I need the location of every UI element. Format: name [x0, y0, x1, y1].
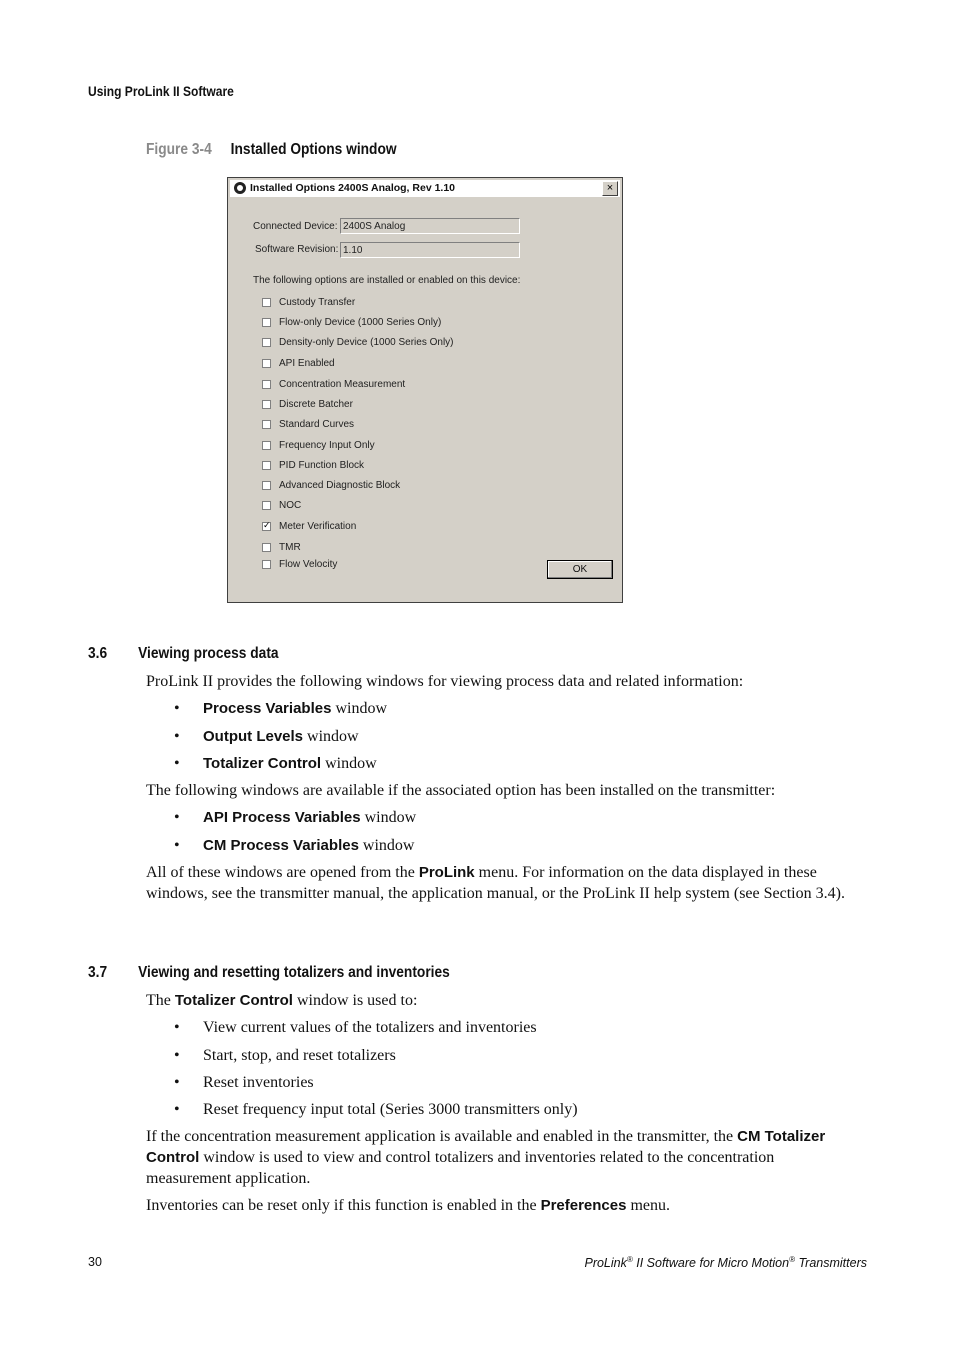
list-item: • Process Variables window — [174, 700, 387, 717]
option-label: Flow-only Device (1000 Series Only) — [279, 317, 442, 328]
figure-title: Installed Options window — [230, 141, 397, 158]
checkbox[interactable] — [262, 560, 271, 569]
option-label: Discrete Batcher — [279, 399, 353, 410]
list-item: • Totalizer Control window — [174, 755, 377, 772]
checkbox[interactable] — [262, 481, 271, 490]
figure-caption — [146, 141, 397, 159]
list-item: • CM Process Variables window — [174, 837, 415, 854]
option-label: Standard Curves — [279, 419, 355, 430]
connected-device-field[interactable]: 2400S Analog — [340, 218, 520, 234]
paragraph: Inventories can be reset only if this function is enabled in the Preferences menu. — [146, 1197, 671, 1214]
checkbox[interactable] — [262, 501, 271, 510]
list-item: • Start, stop, and reset totalizers — [174, 1047, 396, 1064]
checkbox[interactable] — [262, 338, 271, 347]
checkbox[interactable] — [262, 420, 271, 429]
list-item: • Reset frequency input total (Series 3000 transmitters only) — [174, 1101, 578, 1118]
option-label: Advanced Diagnostic Block — [279, 480, 401, 491]
running-footer: ProLink® II Software for Micro Motion® Transmitters — [584, 1255, 867, 1271]
checkbox[interactable] — [262, 298, 271, 307]
checkbox[interactable] — [262, 359, 271, 368]
checkbox[interactable] — [262, 461, 271, 470]
close-icon[interactable]: × — [602, 181, 618, 196]
software-revision-label: Software Revision: — [255, 244, 339, 255]
figure-number: Figure 3-4 — [146, 141, 212, 158]
paragraph: The following windows are available if the associated option has been installed on the transmitter: — [146, 782, 776, 799]
option-label: Flow Velocity — [279, 559, 338, 570]
section-number: 3.7 — [88, 964, 108, 981]
paragraph: The Totalizer Control window is used to: — [146, 992, 418, 1009]
dialog-titlebar — [230, 180, 620, 197]
software-revision-field[interactable]: 1.10 — [340, 242, 520, 258]
section-number: 3.6 — [88, 645, 108, 662]
list-item: • API Process Variables window — [174, 809, 417, 826]
option-label: Concentration Measurement — [279, 379, 406, 390]
connected-device-label: Connected Device: — [253, 221, 338, 232]
checkbox[interactable] — [262, 543, 271, 552]
option-label: Custody Transfer — [279, 297, 356, 308]
option-label: Meter Verification — [279, 521, 357, 532]
checkbox[interactable] — [262, 441, 271, 450]
option-label: API Enabled — [279, 358, 335, 369]
running-header: Using ProLink II Software — [88, 83, 234, 99]
checkbox[interactable] — [262, 522, 271, 531]
ok-button[interactable]: OK — [547, 560, 613, 579]
section-3-7-heading — [88, 964, 450, 982]
app-icon — [234, 182, 246, 194]
checkbox[interactable] — [262, 318, 271, 327]
option-label: PID Function Block — [279, 460, 365, 471]
section-title: Viewing process data — [138, 645, 279, 662]
dialog-title: Installed Options 2400S Analog, Rev 1.10 — [250, 182, 456, 194]
section-title: Viewing and resetting totalizers and inventories — [138, 964, 450, 981]
paragraph: If the concentration measurement application is available and enabled in the transmitter, the CM Totalizer Control window is used to view and control totalizers and inventories related to the concentration measurement application. — [146, 1128, 826, 1187]
option-label: Frequency Input Only — [279, 440, 375, 451]
option-label: NOC — [279, 500, 302, 511]
option-label: TMR — [279, 542, 301, 553]
checkbox[interactable] — [262, 400, 271, 409]
paragraph: ProLink II provides the following windows for viewing process data and related information: — [146, 673, 744, 690]
paragraph: All of these windows are opened from the ProLink menu. For information on the data displayed in these windows, see the transmitter manual, the application manual, or the ProLink II help system (see Section 3.4). — [146, 864, 845, 902]
option-label: Density-only Device (1000 Series Only) — [279, 337, 454, 348]
checkbox[interactable] — [262, 380, 271, 389]
list-item: • Output Levels window — [174, 728, 359, 745]
list-item: • Reset inventories — [174, 1074, 314, 1091]
section-3-6-heading — [88, 645, 279, 663]
list-item: • View current values of the totalizers and inventories — [174, 1019, 537, 1036]
options-heading: The following options are installed or enabled on this device: — [253, 275, 521, 286]
installed-options-dialog — [227, 177, 623, 603]
page-number: 30 — [88, 1255, 102, 1269]
